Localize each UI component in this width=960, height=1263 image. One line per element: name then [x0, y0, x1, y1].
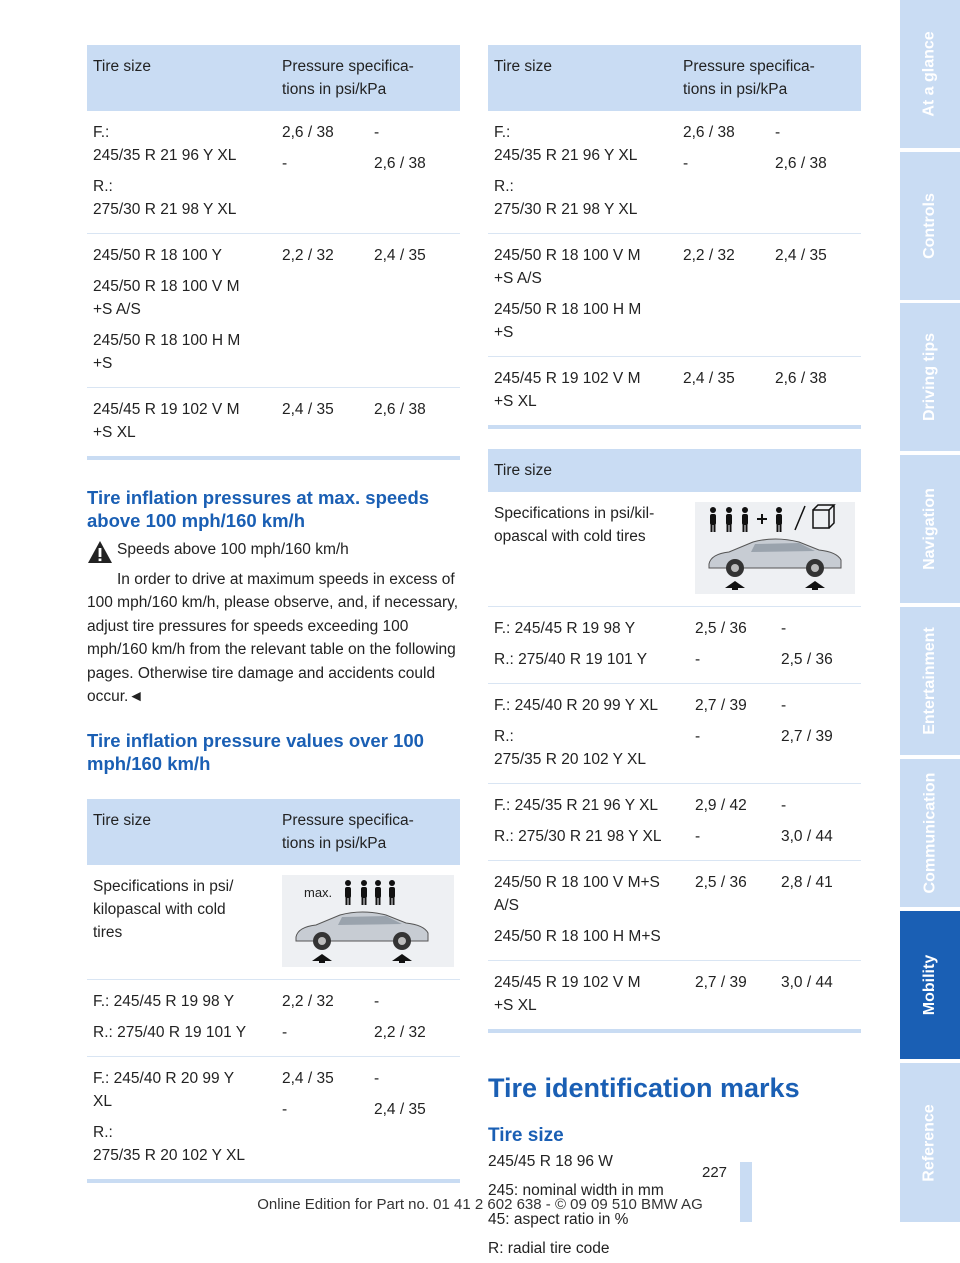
header-pressure: Pressure specifica- tions in psi/kPa — [276, 45, 460, 111]
car-with-passengers-and-luggage-icon — [695, 502, 855, 594]
pressure-full-load-cell-line: - — [775, 124, 781, 141]
pressure-full-load-cell — [775, 684, 861, 784]
chapter-tab-label: Navigation — [921, 488, 939, 570]
pressure-partial-load-cell — [677, 111, 769, 234]
pressure-partial-load-cell-line: 2,6 / 38 — [282, 124, 334, 141]
pressure-partial-load-cell-line: - — [695, 651, 701, 668]
tire-size-cell-line: F.: 245/35 R 21 96 Y XL — [93, 124, 237, 164]
chapter-tab[interactable] — [900, 911, 960, 1059]
warning-triangle-icon — [87, 540, 113, 564]
pressure-partial-load-cell-line: 2,7 / 39 — [695, 974, 747, 991]
pressure-full-load-cell — [769, 111, 861, 234]
chapter-tab-label: Driving tips — [921, 332, 939, 422]
pressure-full-load-cell-line: - — [374, 1069, 380, 1087]
pressure-partial-load-cell-line: 2,4 / 35 — [282, 1069, 334, 1087]
right-column — [488, 45, 861, 1263]
chapter-tab-label: Mobility — [921, 954, 938, 1016]
chapter-tab[interactable] — [900, 152, 960, 300]
footer-text: Online Edition for Part no. 01 41 2 602 638 - © 09 09 510 BMW AG — [257, 1196, 703, 1213]
pressure-full-load-cell-line: 2,4 / 35 — [374, 247, 426, 264]
chapter-tab[interactable] — [900, 0, 960, 148]
heading-tire-size: Tire size — [488, 1125, 564, 1146]
pressure-full-load-cell-line: 2,6 / 38 — [374, 155, 426, 172]
warning-title: Speeds above 100 mph/160 km/h — [117, 541, 349, 558]
tire-size-cell-line: 245/50 R 18 100 Y — [93, 247, 222, 264]
pressure-partial-load-cell-line: 2,5 / 36 — [695, 874, 747, 891]
car-with-passengers-icon — [282, 875, 442, 967]
pressure-partial-load-cell-line: 2,5 / 36 — [695, 620, 747, 637]
table-row — [87, 111, 460, 234]
chapter-tab[interactable] — [900, 759, 960, 907]
tire-size-cell-line: F.: 245/35 R 21 96 Y XL — [494, 124, 638, 164]
tire-size-cell-line: 245/45 R 19 102 V M +S XL — [494, 974, 641, 1014]
table-row — [87, 234, 460, 388]
pressure-partial-load-cell — [689, 961, 775, 1032]
pressure-partial-load-cell — [689, 607, 775, 684]
tire-pressure-table-right-1 — [488, 45, 861, 429]
table-row — [488, 234, 861, 357]
tire-size-cell — [87, 234, 276, 388]
tire-size-line: 45: aspect ratio in % — [488, 1211, 629, 1228]
tire-size-cell-line: 245/50 R 18 100 H M +S — [93, 332, 241, 372]
warning-body-text: In order to drive at maximum speeds in excess of 100 mph/160 km/h, please observe, and, if necessary, adjust tire pressures for speeds exceeding 100 mph/160 km/h from the relevant table on the following pages. Otherwise tire damage and accidents could occur.◄ — [87, 570, 459, 705]
pressure-full-load-cell — [769, 234, 861, 357]
table-row — [87, 1056, 460, 1181]
tire-size-cell-line: F.: 245/40 R 20 99 Y XL — [494, 697, 659, 714]
pressure-partial-load-cell — [689, 684, 775, 784]
pressure-partial-load-cell — [689, 861, 775, 961]
tire-size-cell — [87, 111, 276, 234]
header-pressure: Pressure specifica- tions in psi/kPa — [677, 45, 861, 111]
pressure-partial-load-cell-line: 2,2 / 32 — [282, 247, 334, 264]
header-tire-size: Tire size — [488, 45, 677, 111]
spec-label: Specifications in psi/ kilopascal with cold tires — [93, 877, 234, 941]
tire-size-line: R: radial tire code — [488, 1240, 610, 1257]
table-row — [488, 684, 861, 784]
pressure-full-load-cell-line: 2,7 / 39 — [781, 728, 833, 745]
pressure-full-load-cell-line: 2,6 / 38 — [775, 370, 827, 387]
tire-size-cell-line: 245/50 R 18 100 H M +S — [494, 301, 642, 341]
pressure-full-load-cell — [368, 1056, 460, 1181]
pressure-partial-load-cell — [276, 234, 368, 388]
pressure-partial-load-cell-line: - — [282, 1023, 288, 1041]
pressure-full-load-cell-line: 2,4 / 35 — [374, 1100, 426, 1118]
tire-size-cell-line: F.: 245/40 R 20 99 Y XL — [93, 1069, 235, 1110]
header-tire-size: Tire size — [87, 45, 276, 111]
table-row — [87, 979, 460, 1056]
table-row — [488, 861, 861, 961]
tire-size-cell — [488, 784, 689, 861]
page-number-bar — [740, 1162, 752, 1222]
pressure-full-load-cell — [368, 979, 460, 1056]
pressure-full-load-cell-line: 3,0 / 44 — [781, 828, 833, 845]
chapter-tab-label: Controls — [921, 193, 938, 259]
tire-size-cell-line: F.: 245/45 R 19 98 Y — [93, 992, 235, 1010]
figure-max-label: max. — [304, 884, 333, 900]
pressure-partial-load-cell-line: - — [683, 155, 689, 172]
chapter-tab-label: Communication — [921, 772, 939, 894]
pressure-partial-load-cell-line: - — [695, 728, 701, 745]
left-column — [87, 45, 460, 1183]
chapter-tab-label: Entertainment — [921, 627, 939, 735]
chapter-tab[interactable] — [900, 303, 960, 451]
pressure-partial-load-cell-line: 2,9 / 42 — [695, 797, 747, 814]
pressure-full-load-cell — [769, 357, 861, 428]
pressure-full-load-cell — [775, 861, 861, 961]
pressure-full-load-cell-line: - — [374, 124, 380, 141]
tire-size-cell — [87, 1056, 276, 1181]
table-row — [488, 607, 861, 684]
tire-size-line: 245/45 R 18 96 W — [488, 1153, 613, 1170]
pressure-full-load-cell-line: 2,2 / 32 — [374, 1023, 426, 1041]
tire-size-cell — [488, 357, 677, 428]
tire-size-cell — [488, 607, 689, 684]
heading-max-speeds: Tire inflation pressures at max. speeds above 100 mph/160 km/h — [87, 487, 430, 531]
pressure-partial-load-cell — [276, 388, 368, 459]
pressure-partial-load-cell-line: 2,2 / 32 — [683, 247, 735, 264]
pressure-full-load-cell-line: 3,0 / 44 — [781, 974, 833, 991]
page-number: 227 — [702, 1164, 728, 1181]
table-row — [488, 111, 861, 234]
pressure-partial-load-cell-line: 2,4 / 35 — [282, 401, 334, 418]
pressure-partial-load-cell — [677, 234, 769, 357]
table-row — [488, 357, 861, 428]
pressure-full-load-cell-line: 2,6 / 38 — [374, 401, 426, 418]
car-load-figure — [695, 502, 855, 594]
pressure-full-load-cell-line: - — [781, 620, 787, 637]
pressure-partial-load-cell-line: - — [282, 155, 288, 172]
header-tire-size: Tire size — [87, 799, 276, 865]
tire-size-cell — [488, 111, 677, 234]
header-pressure: Pressure specifica- tions in psi/kPa — [276, 799, 460, 865]
tire-size-cell-line: R.: 275/40 R 19 101 Y — [93, 1023, 247, 1041]
car-load-figure — [282, 875, 454, 967]
tire-pressure-table-right-2 — [488, 449, 861, 1033]
pressure-full-load-cell — [368, 234, 460, 388]
warning-body — [87, 568, 460, 709]
tire-size-cell-line: F.: 245/45 R 19 98 Y — [494, 620, 636, 637]
warning-block — [87, 538, 460, 562]
pressure-partial-load-cell-line: - — [282, 1100, 288, 1118]
tire-size-cell — [488, 684, 689, 784]
heading-tire-identification: Tire identification marks — [488, 1073, 800, 1103]
heading-over-100: Tire inflation pressure values over 100 mph/160 km/h — [87, 729, 424, 774]
tire-size-cell-line: F.: 245/35 R 21 96 Y XL — [494, 797, 659, 814]
tire-size-cell — [488, 961, 689, 1032]
pressure-partial-load-cell — [276, 1056, 368, 1181]
tire-size-line: 245: nominal width in mm — [488, 1182, 664, 1199]
pressure-partial-load-cell — [276, 111, 368, 234]
pressure-full-load-cell — [775, 784, 861, 861]
pressure-partial-load-cell — [276, 979, 368, 1056]
pressure-full-load-cell-line: 2,4 / 35 — [775, 247, 827, 264]
pressure-partial-load-cell — [677, 357, 769, 428]
tire-size-cell-line: 245/45 R 19 102 V M +S XL — [494, 370, 641, 410]
tire-size-cell-line: R.: 275/35 R 20 102 Y XL — [93, 1123, 245, 1164]
tire-pressure-table-left-2 — [87, 799, 460, 1183]
tire-size-cell-line: 245/50 R 18 100 V M +S A/S — [93, 278, 240, 318]
chapter-tab[interactable] — [900, 455, 960, 603]
spec-label: Specifications in psi/kil- opascal with cold tires — [494, 505, 655, 545]
table-row — [488, 961, 861, 1032]
tire-size-cell-line: R.: 275/30 R 21 98 Y XL — [494, 178, 638, 218]
tire-size-cell-line: R.: 275/30 R 21 98 Y XL — [93, 178, 237, 218]
pressure-partial-load-cell — [689, 784, 775, 861]
table-row — [87, 388, 460, 459]
chapter-tab-label: At a glance — [921, 31, 939, 117]
pressure-full-load-cell-line: - — [374, 992, 380, 1010]
pressure-full-load-cell — [368, 388, 460, 459]
tire-size-cell-line: R.: 275/40 R 19 101 Y — [494, 651, 648, 668]
tire-size-cell-line: R.: 275/35 R 20 102 Y XL — [494, 728, 646, 768]
pressure-full-load-cell-line: 2,6 / 38 — [775, 155, 827, 172]
tire-size-cell — [87, 388, 276, 459]
pressure-full-load-cell-line: 2,5 / 36 — [781, 651, 833, 668]
pressure-full-load-cell-line: 2,8 / 41 — [781, 874, 833, 891]
table-row — [488, 784, 861, 861]
chapter-tab-label: Reference — [921, 1103, 938, 1182]
chapter-tab[interactable] — [900, 607, 960, 755]
pressure-full-load-cell — [368, 111, 460, 234]
tire-size-cell — [87, 979, 276, 1056]
pressure-full-load-cell-line: - — [781, 797, 787, 814]
pressure-full-load-cell — [775, 607, 861, 684]
pressure-partial-load-cell-line: 2,7 / 39 — [695, 697, 747, 714]
pressure-partial-load-cell-line: - — [695, 828, 701, 845]
tire-size-cell — [488, 234, 677, 357]
header-tire-size: Tire size — [488, 449, 861, 492]
tire-size-cell-line: 245/50 R 18 100 V M +S A/S — [494, 247, 641, 287]
tire-size-cell — [488, 861, 689, 961]
pressure-full-load-cell-line: - — [781, 697, 787, 714]
pressure-partial-load-cell-line: 2,2 / 32 — [282, 992, 334, 1010]
load-figure-cell — [689, 492, 861, 607]
pressure-partial-load-cell-line: 2,4 / 35 — [683, 370, 735, 387]
tire-size-cell-line: 245/45 R 19 102 V M +S XL — [93, 401, 240, 441]
load-figure-cell — [276, 865, 460, 980]
pressure-partial-load-cell-line: 2,6 / 38 — [683, 124, 735, 141]
tire-size-cell-line: 245/50 R 18 100 H M+S — [494, 928, 661, 945]
tire-size-cell-line: R.: 275/30 R 21 98 Y XL — [494, 828, 662, 845]
chapter-tabs — [900, 0, 960, 1222]
pressure-full-load-cell — [775, 961, 861, 1032]
tire-size-cell-line: 245/50 R 18 100 V M+S A/S — [494, 874, 660, 914]
tire-pressure-table-left-1 — [87, 45, 460, 460]
